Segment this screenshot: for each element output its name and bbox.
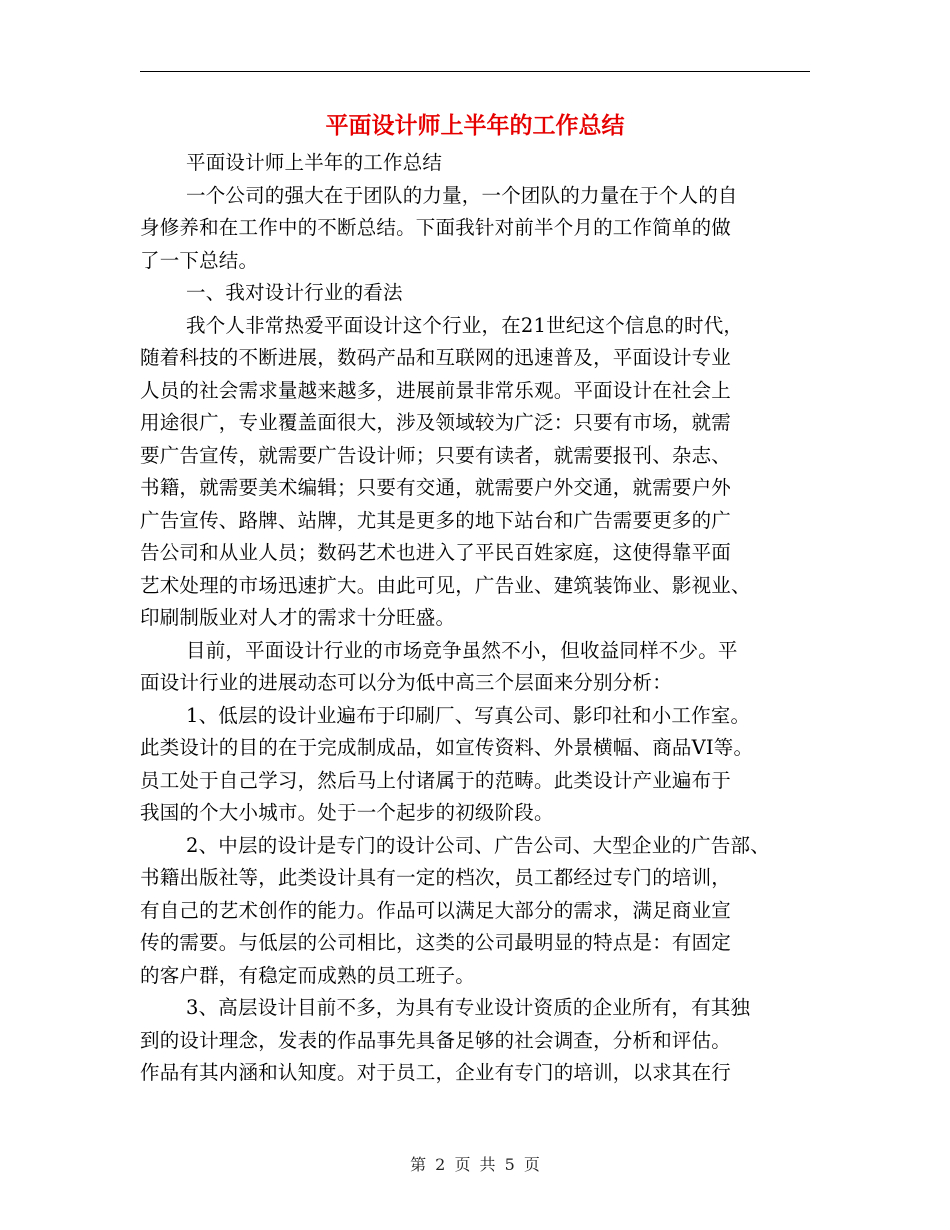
text-line: 一个公司的强大在于团队的力量，一个团队的力量在于个人的自 bbox=[186, 183, 738, 207]
page-number: 第 2 页 共 5 页 bbox=[410, 1155, 540, 1174]
text-line: 人员的社会需求量越来越多，进展前景非常乐观。平面设计在社会上 bbox=[140, 378, 732, 402]
text-line: 此类设计的目的在于完成制成品，如宣传资料、外景横幅、商品VI等。 bbox=[140, 736, 754, 759]
text-line: 印刷制版业对人才的需求十分旺盛。 bbox=[140, 606, 456, 629]
text-line: 有自己的艺术创作的能力。作品可以满足大部分的需求，满足商业宣 bbox=[140, 898, 732, 922]
text-line: 我国的个大小城市。处于一个起步的初级阶段。 bbox=[140, 801, 554, 824]
text-line: 3、高层设计目前不多，为具有专业设计资质的企业所有，有其独 bbox=[186, 996, 751, 1019]
text-line: 目前，平面设计行业的市场竞争虽然不小，但收益同样不少。平 bbox=[186, 638, 738, 662]
text-line: 艺术处理的市场迅速扩大。由此可见，广告业、建筑装饰业、影视业、 bbox=[140, 573, 751, 597]
text-line: 传的需要。与低层的公司相比，这类的公司最明显的特点是：有固定 bbox=[140, 931, 732, 954]
text-line: 书籍，就需要美术编辑；只要有交通，就需要户外交通，就需要户外 bbox=[140, 476, 732, 499]
text-line: 广告宣传、路牌、站牌，尤其是更多的地下站台和广告需要更多的广 bbox=[140, 508, 732, 532]
text-line: 告公司和从业人员；数码艺术也进入了平民百姓家庭，这使得靠平面 bbox=[140, 541, 732, 564]
text-line: 用途很广，专业覆盖面很大，涉及领域较为广泛：只要有市场，就需 bbox=[140, 411, 732, 434]
text-line: 2、中层的设计是专门的设计公司、广告公司、大型企业的广告部、 bbox=[186, 833, 770, 857]
text-line: 要广告宣传，就需要广告设计师；只要有读者，就需要报刊、杂志、 bbox=[140, 443, 732, 467]
text-line: 了一下总结。 bbox=[140, 248, 259, 272]
text-line: 1、低层的设计业遍布于印刷厂、写真公司、影印社和小工作室。 bbox=[186, 703, 751, 727]
text-line: 书籍出版社等，此类设计具有一定的档次，员工都经过专门的培训， bbox=[140, 866, 732, 889]
text-line: 我个人非常热爱平面设计这个行业，在21世纪这个信息的时代， bbox=[186, 313, 744, 337]
text-line: 面设计行业的进展动态可以分为低中高三个层面来分别分析： bbox=[140, 671, 672, 694]
text-line: 员工处于自己学习，然后马上付诸属于的范畴。此类设计产业遍布于 bbox=[140, 768, 732, 792]
text-line: 平面设计师上半年的工作总结 bbox=[186, 151, 443, 174]
text-line: 作品有其内涵和认知度。对于员工，企业有专门的培训，以求其在行 bbox=[140, 1061, 732, 1084]
text-line: 随着科技的不断进展，数码产品和互联网的迅速普及，平面设计专业 bbox=[140, 346, 732, 369]
document-title: 平面设计师上半年的工作总结 bbox=[325, 113, 625, 139]
text-line: 一、我对设计行业的看法 bbox=[186, 281, 403, 304]
document-body bbox=[140, 147, 812, 1090]
text-line: 到的设计理念，发表的作品事先具备足够的社会调查，分析和评估。 bbox=[140, 1028, 732, 1052]
text-line: 身修养和在工作中的不断总结。下面我针对前半个月的工作简单的做 bbox=[140, 216, 732, 239]
text-line: 的客户群，有稳定而成熟的员工班子。 bbox=[140, 963, 475, 987]
header-rule bbox=[140, 71, 810, 72]
